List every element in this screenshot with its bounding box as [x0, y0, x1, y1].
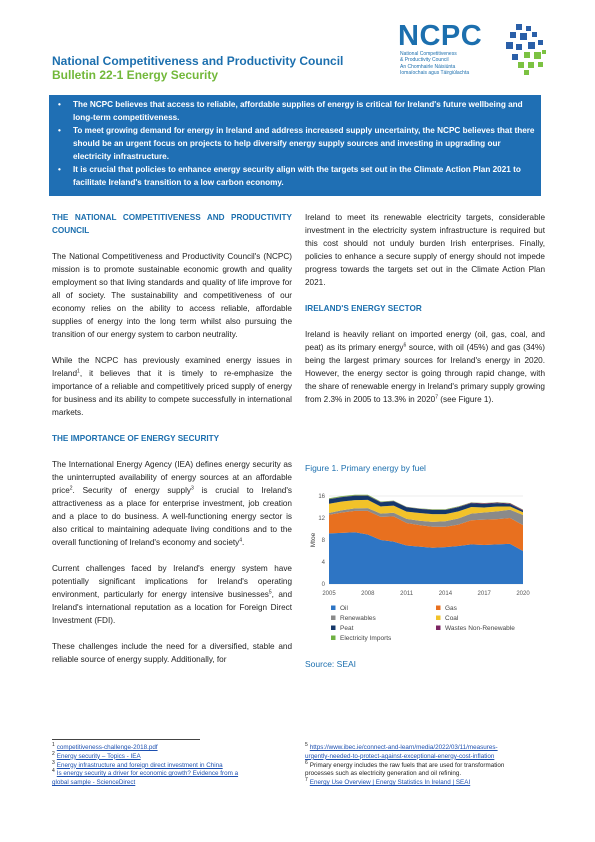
left-column — [52, 211, 292, 679]
key-point: • The NCPC believes that access to reliable, affordable supplies of energy is critical for Ireland's future wellbeing and long-term competitiveness. — [73, 98, 535, 124]
x-tick-label: 2014 — [438, 591, 453, 597]
footnote[interactable]: $^2$ Energy security – Topics - IEA — [52, 750, 141, 760]
ncpc-logo — [398, 20, 548, 80]
right-column — [305, 211, 545, 419]
legend-swatch — [331, 636, 336, 641]
y-tick-label: 12 — [318, 516, 325, 522]
y-tick-label: 8 — [321, 538, 325, 544]
key-point: • It is crucial that policies to enhance energy security align with the targets set out in the Climate Action Plan 2021 to facilitate Ireland's transition to a low carbon economy. — [73, 163, 535, 189]
legend-swatch — [331, 626, 336, 631]
legend-label: Gas — [445, 605, 457, 612]
footnote[interactable]: urgently-needed-to-protect-against-exceptional-energy-cost-inflation — [305, 752, 495, 760]
logo-subtext — [400, 51, 469, 76]
y-tick-label: 4 — [321, 560, 325, 566]
primary-energy-chart — [303, 478, 543, 654]
legend-label: Coal — [445, 615, 459, 622]
logo-line: Iomaíochais agus Táirgiúlachta — [400, 69, 470, 76]
logo-line: & Productivity Council — [400, 57, 449, 64]
y-tick-label: 16 — [318, 494, 325, 500]
section-heading-ncpc: THE NATIONAL COMPETITIVENESS AND PRODUCTIVITY COUNCIL — [52, 213, 292, 235]
logo-wordmark: NCPC — [398, 20, 483, 52]
legend-label: Peat — [340, 625, 354, 632]
paragraph: Ireland is heavily reliant on imported energy (oil, gas, coal, and peat) as its primary energy$^6$ source, with oil (45%) and gas (34%) being the largest primary sources for Ireland's energy in 2020. However, the energy sector is going through rapid change, with the share of renewable energy in Ireland's primary supply growing from 2.3% in 2005 to 13.3% in 2020$^7$ (see Figure 1). — [305, 330, 545, 404]
paragraph: The International Energy Agency (IEA) defines energy security as the uninterrupted availability of energy sources at an affordable price$^2$. Security of energy supply$^3$ is crucial to Ireland's attractiveness as a place for enterprise investment, job creation and a place to do business. A well-functioning energy sector is also critical to maintaining adequate living conditions and to the overall functioning of Ireland's economy and society$^4$. — [52, 460, 292, 547]
figure-caption: Figure 1. Primary energy by fuel — [305, 463, 426, 473]
key-points-banner — [49, 95, 541, 196]
legend-label: Wastes Non-Renewable — [445, 625, 515, 632]
chart-areas — [329, 495, 523, 584]
x-tick-label: 2011 — [400, 591, 414, 597]
logo-line: National Competitiveness — [400, 51, 457, 57]
bulletin-subtitle: Bulletin 22-1 Energy Security — [52, 68, 219, 82]
x-tick-label: 2005 — [322, 591, 336, 597]
footnote[interactable]: global sample - ScienceDirect — [52, 779, 136, 787]
paragraph: Current challenges faced by Ireland's energy system have potentially significant implications for Ireland's operating environment, particularly for energy intensive businesses$^5$, and Ireland's international reputation as a location for Foreign Direct Investment (FDI). — [52, 564, 292, 625]
footnote: $^6$ Primary energy includes the raw fuels that are used for transformation — [305, 759, 505, 769]
section-heading-energy-security: THE IMPORTANCE OF ENERGY SECURITY — [52, 434, 220, 443]
paragraph: These challenges include the need for a diversified, stable and reliable source of energy supply. Additionally, for — [52, 642, 292, 664]
paragraph: While the NCPC has previously examined energy issues in Ireland$^1$, it believes that it is timely to re-emphasize the importance of a reliable and competitively priced supply of energy for business and its ability to compete successfully in international markets. — [52, 356, 292, 417]
legend-label: Electricity Imports — [340, 635, 392, 642]
y-axis-label: Mtoe — [310, 532, 317, 548]
legend-swatch — [436, 626, 441, 631]
document-title: National Competitiveness and Productivity Council — [52, 54, 344, 68]
figure-source: Source: SEAI — [305, 659, 357, 669]
footnote[interactable]: $^4$ Is energy security a driver for economic growth? Evidence from a — [52, 768, 239, 778]
footnote[interactable]: $^3$ Energy infrastructure and foreign direct investment in China — [52, 759, 223, 769]
logo-line: An Chomhairle Náisiúnta — [400, 63, 456, 70]
footnote-separator — [52, 739, 200, 740]
footnote: processes such as electricity generation and oil refining. — [305, 770, 462, 778]
logo-mark-icon — [502, 22, 548, 76]
legend-swatch — [436, 606, 441, 611]
paragraph: Ireland to meet its renewable electricity targets, considerable investment in the electricity system infrastructure is required but this cost should not unduly burden Irish enterprises. Finally, policies to enhance a secure supply of energy should not impede progress towards the targets set out in the Climate Action Plan 2021. — [305, 213, 545, 287]
key-points-list — [49, 95, 541, 189]
section-heading-irelands-energy-sector: IRELAND'S ENERGY SECTOR — [305, 304, 422, 313]
chart-y-ticks — [318, 494, 325, 588]
legend-label: Oil — [340, 605, 348, 612]
legend-swatch — [331, 616, 336, 621]
legend-swatch — [331, 606, 336, 611]
chart-x-ticks — [322, 591, 530, 597]
paragraph: The National Competitiveness and Productivity Council's (NCPC) mission is to promote sustainable economic growth and quality employment so that living standards and quality of life improve for all of society. The sustainability and competitiveness of our economy relies on the ability to access reliable, affordable supplies of energy into the long term whilst also pursuing the transition of our energy system to carbon neutrality. — [52, 252, 292, 339]
footnote[interactable]: $^5$ https://www.ibec.ie/connect-and-learn/media/2022/03/11/measures- — [305, 741, 498, 751]
footnote[interactable]: $^1$ competitiveness-challenge-2018.pdf — [52, 741, 158, 751]
legend-label: Renewables — [340, 615, 376, 622]
chart-legend — [331, 605, 515, 642]
x-tick-label: 2008 — [361, 591, 375, 597]
key-point: • To meet growing demand for energy in Ireland and address increased supply uncertainty, the NCPC believes that there should be an urgent focus on projects to help diversify energy supply sources and investing in upgrading our electricity infrastructure. — [73, 124, 535, 163]
x-tick-label: 2017 — [477, 591, 491, 597]
y-tick-label: 0 — [321, 582, 325, 588]
footnotes-right — [305, 741, 505, 788]
x-tick-label: 2020 — [516, 591, 530, 597]
legend-swatch — [436, 616, 441, 621]
footnotes-left — [52, 741, 239, 788]
footnote[interactable]: $^7$ Energy Use Overview | Energy Statistics In Ireland | SEAI — [305, 777, 471, 787]
